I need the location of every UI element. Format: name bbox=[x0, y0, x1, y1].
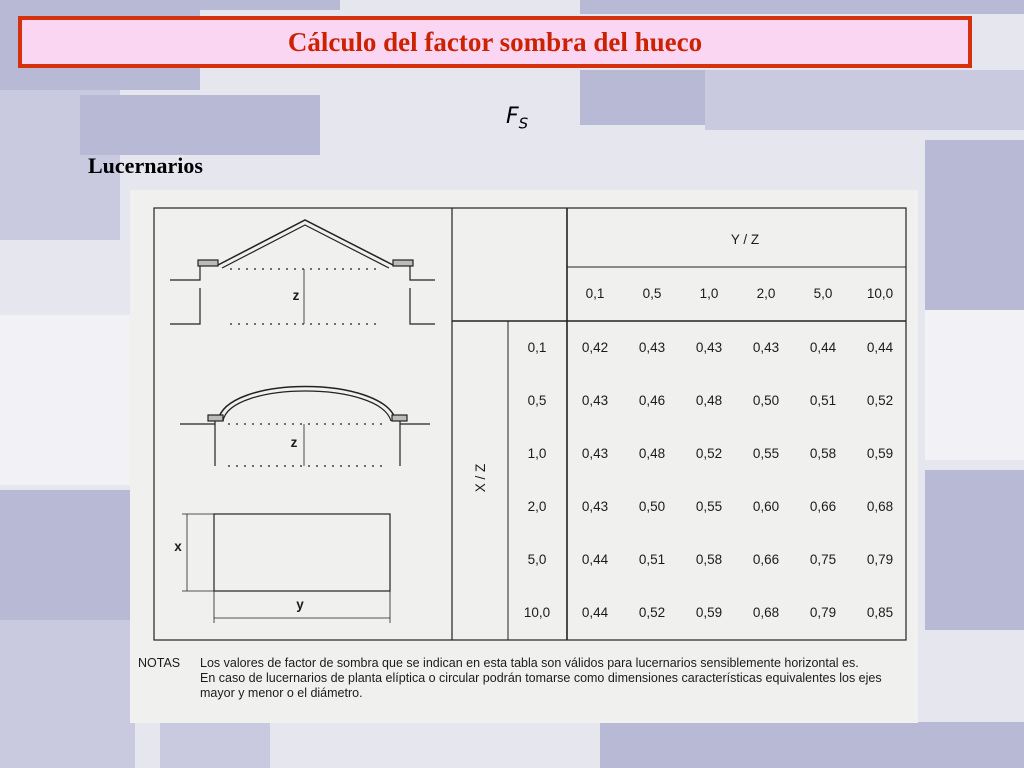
gable-right-frame bbox=[393, 260, 413, 266]
row-header: 0,1 bbox=[527, 340, 547, 355]
table-cell: 0,50 bbox=[752, 393, 780, 408]
table-cell: 0,79 bbox=[866, 552, 894, 567]
table-cell: 0,51 bbox=[809, 393, 837, 408]
dome-curve bbox=[218, 387, 396, 422]
table-cell: 0,44 bbox=[809, 340, 837, 355]
table-cell: 0,50 bbox=[638, 499, 666, 514]
table-cell: 0,42 bbox=[581, 340, 609, 355]
table-cell: 0,48 bbox=[695, 393, 723, 408]
table-cell: 0,85 bbox=[866, 605, 894, 620]
table-cell: 0,43 bbox=[752, 340, 780, 355]
plan-y-label: y bbox=[296, 597, 304, 612]
table-cell: 0,52 bbox=[638, 605, 666, 620]
section-subtitle: Lucernarios bbox=[88, 153, 203, 178]
table-cell: 0,48 bbox=[638, 446, 666, 461]
table-cell: 0,43 bbox=[581, 499, 609, 514]
col-header: 0,5 bbox=[642, 286, 662, 301]
table-cell: 0,46 bbox=[638, 393, 666, 408]
table-cell: 0,58 bbox=[809, 446, 837, 461]
slide-title: Cálculo del factor sombra del hueco bbox=[287, 26, 703, 57]
gable-roof bbox=[218, 220, 393, 265]
table-cell: 0,55 bbox=[752, 446, 780, 461]
table-cell: 0,43 bbox=[581, 446, 609, 461]
table-border bbox=[154, 208, 906, 640]
table-cell: 0,59 bbox=[695, 605, 723, 620]
table-cell: 0,68 bbox=[752, 605, 780, 620]
factor-symbol-subscript: S bbox=[518, 114, 529, 133]
table-cell: 0,55 bbox=[695, 499, 723, 514]
table-cell: 0,51 bbox=[638, 552, 666, 567]
table-cell: 0,43 bbox=[638, 340, 666, 355]
note-line-1: Los valores de factor de sombra que se indican en esta tabla son válidos para lucernarios sensiblemente horizontal es. bbox=[200, 656, 859, 670]
gable-right-base bbox=[410, 288, 435, 324]
notes-body bbox=[200, 656, 910, 701]
row-header: 5,0 bbox=[527, 552, 547, 567]
col-header: 10,0 bbox=[866, 286, 894, 301]
table-cell: 0,66 bbox=[752, 552, 780, 567]
col-headers bbox=[586, 286, 894, 301]
gable-z-label: z bbox=[292, 288, 300, 303]
table-cell: 0,44 bbox=[581, 605, 609, 620]
factor-symbol-main: F bbox=[506, 104, 519, 129]
table-cell: 0,44 bbox=[581, 552, 609, 567]
slide-title-box bbox=[18, 16, 972, 68]
dome-z-label: z bbox=[290, 435, 298, 450]
table-cell: 0,44 bbox=[866, 340, 894, 355]
scanned-table-image bbox=[130, 190, 918, 723]
table-cell: 0,60 bbox=[752, 499, 780, 514]
gable-skylight-diagram bbox=[170, 220, 435, 324]
table-cell: 0,43 bbox=[581, 393, 609, 408]
gable-left-frame bbox=[198, 260, 218, 266]
row-header: 0,5 bbox=[527, 393, 547, 408]
table-cell: 0,59 bbox=[866, 446, 894, 461]
table-cell: 0,52 bbox=[695, 446, 723, 461]
factor-symbol bbox=[506, 104, 528, 132]
note-line-2: En caso de lucernarios de planta elíptica o circular podrán tomarse como dimensiones características equivalentes los ejes mayor y menor o el diámetro. bbox=[200, 671, 882, 700]
gable-roof-inner bbox=[222, 225, 389, 268]
col-axis-label: Y / Z bbox=[730, 232, 760, 247]
gable-right-wall bbox=[393, 265, 435, 280]
plan-x-label: x bbox=[174, 539, 182, 554]
table-cell: 0,58 bbox=[695, 552, 723, 567]
table-cell: 0,79 bbox=[809, 605, 837, 620]
gable-left-base bbox=[170, 288, 200, 324]
table-cells bbox=[582, 340, 894, 620]
table-cell: 0,75 bbox=[809, 552, 837, 567]
plan-view-diagram bbox=[182, 514, 390, 623]
row-header: 2,0 bbox=[527, 499, 547, 514]
row-axis-label: X / Z bbox=[473, 463, 488, 493]
dome-left-frame bbox=[208, 415, 223, 421]
col-header: 2,0 bbox=[756, 286, 776, 301]
col-header: 0,1 bbox=[585, 286, 605, 301]
row-header: 1,0 bbox=[527, 446, 547, 461]
table-cell: 0,66 bbox=[809, 499, 837, 514]
table-cell: 0,68 bbox=[866, 499, 894, 514]
table-cell: 0,52 bbox=[866, 393, 894, 408]
plan-rectangle bbox=[214, 514, 390, 591]
col-header: 5,0 bbox=[813, 286, 833, 301]
table-cell: 0,43 bbox=[695, 340, 723, 355]
row-header: 10,0 bbox=[523, 605, 551, 620]
notes-label: NOTAS bbox=[138, 656, 181, 670]
skylight-table-figure bbox=[130, 190, 918, 723]
col-header: 1,0 bbox=[699, 286, 719, 301]
gable-left-wall bbox=[170, 265, 218, 280]
row-headers bbox=[524, 340, 550, 620]
dome-skylight-diagram bbox=[180, 387, 430, 467]
dome-right-frame bbox=[392, 415, 407, 421]
